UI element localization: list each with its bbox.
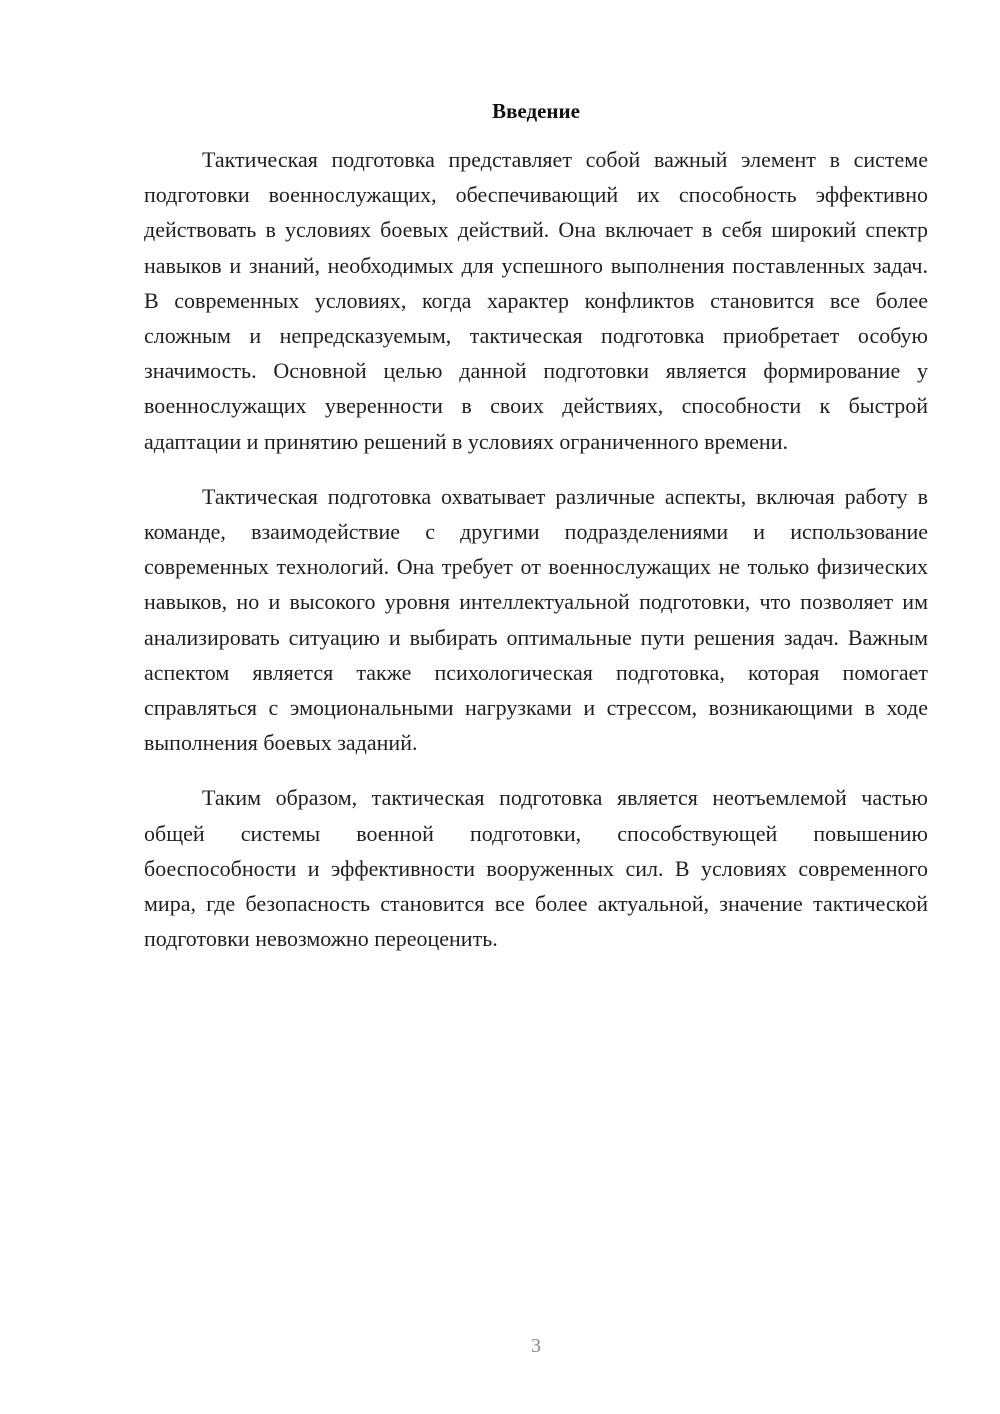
- page-title: Введение: [492, 99, 580, 123]
- paragraph-2: Тактическая подготовка охватывает различные аспекты, включая работу в команде, взаимодействие с другими подразделениями и использование современных технологий. Она требует от военнослужащих не только физических навыков, но и высокого уровня интеллектуальной подготовки, что позволяет им анализировать ситуацию и выбирать оптимальные пути решения задач. Важным аспектом является также психологическая подготовка, которая помогает справляться с эмоциональными нагрузками и стрессом, возникающими в ходе выполнения боевых заданий.: [144, 483, 928, 756]
- page-number: 3: [531, 1335, 541, 1357]
- body-text: [144, 142, 928, 956]
- paragraph-1: Тактическая подготовка представляет собой важный элемент в системе подготовки военнослужащих, обеспечивающий их способность эффективно действовать в условиях боевых действий. Она включает в себя широкий спектр навыков и знаний, необходимых для успешного выполнения поставленных задач. В современных условиях, когда характер конфликтов становится все более сложным и непредсказуемым, тактическая подготовка приобретает особую значимость. Основной целью данной подготовки является формирование у военнослужащих уверенности в своих действиях, способности к быстрой адаптации и принятию решений в условиях ограниченного времени.: [144, 147, 928, 454]
- paragraph-3: Таким образом, тактическая подготовка является неотъемлемой частью общей системы военной подготовки, способствующей повышению боеспособности и эффективности вооруженных сил. В условиях современного мира, где безопасность становится все более актуальной, значение тактической подготовки невозможно переоценить.: [144, 785, 928, 952]
